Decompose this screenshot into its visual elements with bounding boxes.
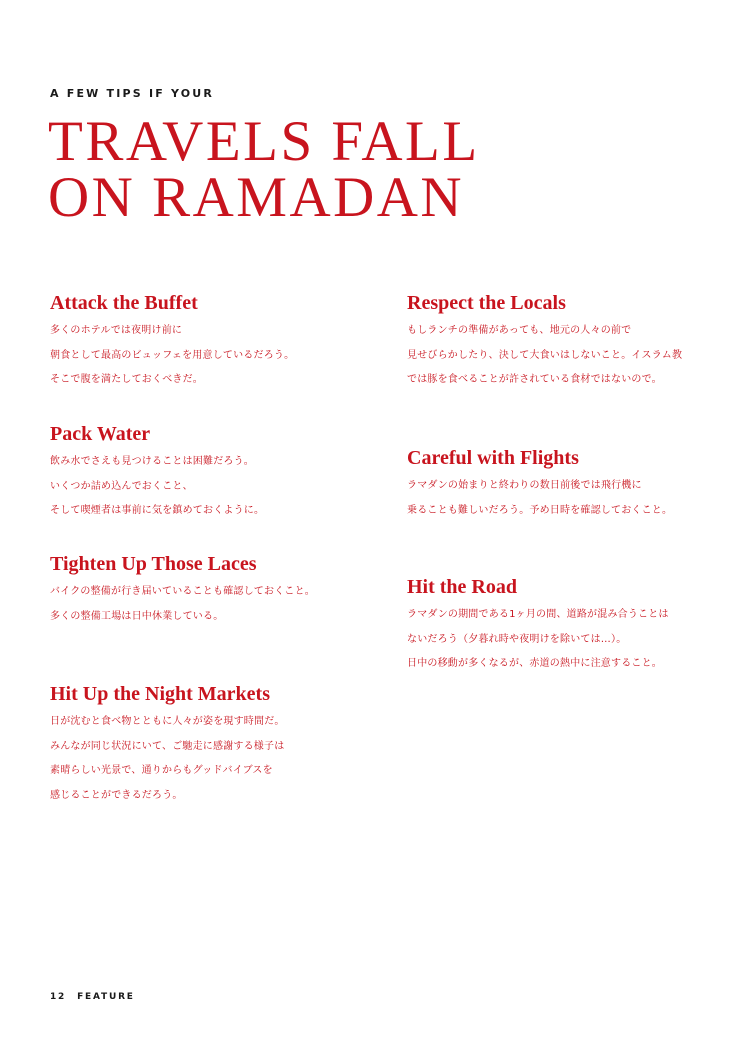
- tip-heading: Hit Up the Night Markets: [50, 683, 270, 705]
- tip-line: みんなが同じ状況にいて、ご馳走に感謝する様子は: [50, 740, 285, 752]
- tip-line: そして喫煙者は事前に気を鎮めておくように。: [50, 505, 265, 516]
- tip-line: もしランチの準備があっても、地元の人々の前で: [407, 325, 632, 336]
- tip-line: 日中の移動が多くなるが、赤道の熱中に注意すること。: [407, 658, 662, 669]
- tip-attack-the-buffet: [50, 291, 294, 393]
- page-footer: [50, 992, 135, 1002]
- tip-line: ラマダンの期間である1ヶ月の間、道路が混み合うことは: [407, 609, 669, 620]
- tip-body: [50, 710, 285, 808]
- tip-line: 素晴らしい光景で、通りからもグッドバイブスを: [50, 765, 273, 776]
- title-line-1: TRAVELS FALL: [48, 110, 480, 173]
- kicker-text: A FEW TIPS IF YOUR: [50, 87, 215, 100]
- tip-hit-the-road: [407, 575, 669, 677]
- section-label: FEATURE: [77, 992, 135, 1002]
- tip-body: [407, 319, 682, 393]
- tip-line: 感じることができるだろう。: [50, 789, 183, 801]
- tip-line: 朝食として最高のビュッフェを用意しているだろう。: [50, 349, 295, 361]
- tip-body: [50, 319, 294, 393]
- tip-heading: Respect the Locals: [407, 292, 566, 314]
- tip-careful-with-flights: [407, 446, 672, 523]
- tip-line: ないだろう（夕暮れ時や夜明けを除いては…）。: [407, 633, 627, 645]
- tip-line: 日が沈むと食べ物とともに人々が姿を現す時間だ。: [50, 716, 285, 727]
- tip-tighten-up-those-laces: [50, 552, 315, 629]
- tip-line: 乗ることも難しいだろう。予め日時を確認しておくこと。: [407, 504, 673, 516]
- tip-line: 多くのホテルでは夜明け前に: [50, 325, 183, 336]
- tip-body: [407, 474, 672, 523]
- tip-line: いくつか詰め込んでおくこと、: [50, 480, 193, 492]
- tip-line: 多くの整備工場は日中休業している。: [50, 610, 224, 622]
- tip-heading: Careful with Flights: [407, 447, 579, 469]
- tip-body: [407, 603, 669, 677]
- tip-line: ラマダンの始まりと終わりの数日前後では飛行機に: [407, 480, 642, 491]
- tip-heading: Hit the Road: [407, 576, 517, 598]
- tip-heading: Pack Water: [50, 423, 151, 445]
- page-number: 12: [50, 992, 67, 1002]
- page-title: [48, 110, 480, 229]
- tip-line: では豚を食べることが許されている食材ではないので。: [407, 374, 662, 385]
- tip-body: [50, 580, 315, 629]
- tip-line: バイクの整備が行き届いていることも確認しておくこと。: [50, 586, 315, 597]
- tip-hit-up-the-night-markets: [50, 682, 285, 808]
- tip-body: [50, 450, 264, 524]
- tip-line: 見せびらかしたり、決して大食いはしないこと。イスラム教: [407, 349, 683, 361]
- tip-line: 飲み水でさえも見つけることは困難だろう。: [50, 456, 254, 467]
- tip-heading: Tighten Up Those Laces: [50, 553, 257, 575]
- tip-heading: Attack the Buffet: [50, 292, 198, 314]
- tip-pack-water: [50, 422, 264, 524]
- title-line-2: ON RAMADAN: [48, 166, 465, 229]
- tip-respect-the-locals: [407, 291, 682, 393]
- tip-line: そこで腹を満たしておくべきだ。: [50, 374, 203, 385]
